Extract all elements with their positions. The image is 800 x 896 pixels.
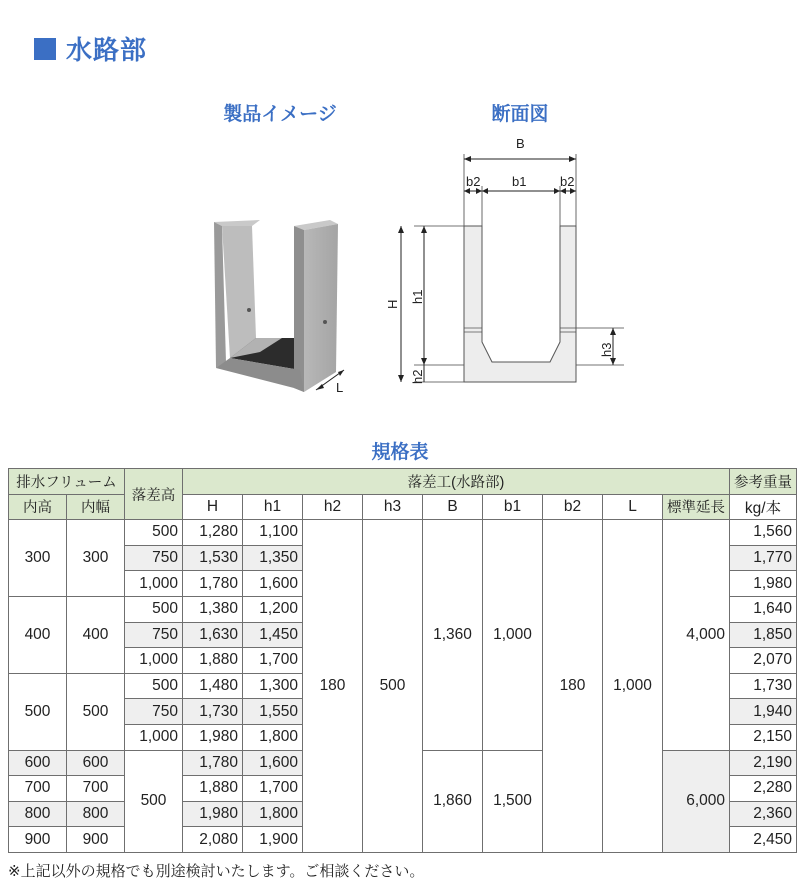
cell-weight: 1,730 [730, 673, 797, 699]
cell-inner-height: 600 [9, 750, 67, 776]
th-drop-height: 落差高 [125, 469, 183, 520]
cell-h1: 1,600 [243, 571, 303, 597]
cell-H: 1,630 [183, 622, 243, 648]
cell-drop: 750 [125, 545, 183, 571]
cell-std-length: 6,000 [663, 750, 730, 852]
cell-H: 1,780 [183, 571, 243, 597]
dim-label-h1: h1 [410, 289, 425, 304]
th-h1: h1 [243, 494, 303, 520]
cell-inner-height: 700 [9, 776, 67, 802]
th-inner-width: 内幅 [67, 494, 125, 520]
cell-weight: 1,770 [730, 545, 797, 571]
cell-h2: 180 [303, 520, 363, 853]
cell-weight: 1,940 [730, 699, 797, 725]
cell-H: 1,730 [183, 699, 243, 725]
cell-B: 1,860 [423, 750, 483, 852]
section-title-text: 水路部 [66, 36, 148, 66]
cell-drop: 1,000 [125, 724, 183, 750]
cell-drop: 500 [125, 750, 183, 852]
cell-weight: 2,280 [730, 776, 797, 802]
cell-H: 1,530 [183, 545, 243, 571]
cell-b1: 1,500 [483, 750, 543, 852]
cell-inner-width: 500 [67, 673, 125, 750]
cell-inner-height: 400 [9, 596, 67, 673]
cell-H: 1,280 [183, 520, 243, 546]
th-h3: h3 [363, 494, 423, 520]
square-bullet-icon [34, 38, 56, 60]
cell-inner-width: 800 [67, 801, 125, 827]
cell-inner-width: 300 [67, 520, 125, 597]
cell-h1: 1,900 [243, 827, 303, 853]
dim-label-h3: h3 [599, 342, 614, 357]
cross-section-caption: 断面図 [491, 103, 549, 125]
spec-table [8, 468, 797, 853]
cell-drop: 1,000 [125, 648, 183, 674]
dim-label-b2-right: b2 [560, 174, 575, 189]
cell-weight: 1,980 [730, 571, 797, 597]
dim-label-h2: h2 [410, 369, 425, 384]
cell-H: 1,780 [183, 750, 243, 776]
cell-H: 1,880 [183, 648, 243, 674]
cell-drop: 500 [125, 596, 183, 622]
cell-B: 1,360 [423, 520, 483, 750]
cell-std-length: 4,000 [663, 520, 730, 750]
cell-drop: 750 [125, 699, 183, 725]
cross-section-diagram [380, 130, 640, 395]
cell-h1: 1,100 [243, 520, 303, 546]
dim-label-B: B [516, 136, 525, 151]
cell-drop: 750 [125, 622, 183, 648]
th-H: H [183, 494, 243, 520]
cell-H: 1,480 [183, 673, 243, 699]
cell-inner-width: 700 [67, 776, 125, 802]
cell-H: 2,080 [183, 827, 243, 853]
cell-inner-height: 900 [9, 827, 67, 853]
cell-H: 1,980 [183, 801, 243, 827]
th-b1: b1 [483, 494, 543, 520]
dim-label-b1: b1 [512, 174, 527, 189]
dim-label-H: H [385, 299, 400, 309]
cell-b1: 1,000 [483, 520, 543, 750]
cell-H: 1,380 [183, 596, 243, 622]
cell-h1: 1,700 [243, 648, 303, 674]
th-B: B [423, 494, 483, 520]
section-title [34, 30, 147, 67]
cell-drop: 500 [125, 673, 183, 699]
cell-h1: 1,700 [243, 776, 303, 802]
cell-weight: 1,850 [730, 622, 797, 648]
cell-inner-height: 300 [9, 520, 67, 597]
cell-weight: 2,150 [730, 724, 797, 750]
cell-inner-width: 900 [67, 827, 125, 853]
th-drop-group: 落差工(水路部) [183, 469, 730, 495]
cell-H: 1,880 [183, 776, 243, 802]
cell-h3: 500 [363, 520, 423, 853]
cell-inner-width: 600 [67, 750, 125, 776]
th-inner-height: 内高 [9, 494, 67, 520]
th-b2: b2 [543, 494, 603, 520]
cell-h1: 1,450 [243, 622, 303, 648]
cell-weight: 1,560 [730, 520, 797, 546]
product-image [200, 210, 370, 400]
cell-h1: 1,600 [243, 750, 303, 776]
dim-label-b2-left: b2 [466, 174, 481, 189]
cell-inner-height: 500 [9, 673, 67, 750]
cell-weight: 2,070 [730, 648, 797, 674]
cell-drop: 500 [125, 520, 183, 546]
cell-L: 1,000 [603, 520, 663, 853]
cell-H: 1,980 [183, 724, 243, 750]
cell-b2: 180 [543, 520, 603, 853]
th-weight-unit: kg/本 [730, 494, 797, 520]
th-std-length: 標準延長 [663, 494, 730, 520]
dim-label-L: L [336, 380, 344, 395]
footnote: ※上記以外の規格でも別途検討いたします。ご相談ください。 [8, 862, 425, 880]
cell-weight: 2,360 [730, 801, 797, 827]
cell-drop: 1,000 [125, 571, 183, 597]
table-row [9, 520, 797, 546]
th-L: L [603, 494, 663, 520]
cell-h1: 1,800 [243, 724, 303, 750]
product-image-caption: 製品イメージ [223, 103, 337, 125]
th-ref-weight: 参考重量 [730, 469, 797, 495]
cell-h1: 1,350 [243, 545, 303, 571]
cell-weight: 1,640 [730, 596, 797, 622]
th-h2: h2 [303, 494, 363, 520]
th-flume-group: 排水フリューム [9, 469, 125, 495]
cell-h1: 1,200 [243, 596, 303, 622]
cell-inner-height: 800 [9, 801, 67, 827]
cell-weight: 2,190 [730, 750, 797, 776]
cell-h1: 1,550 [243, 699, 303, 725]
cell-h1: 1,800 [243, 801, 303, 827]
spec-table-caption: 規格表 [371, 441, 429, 463]
cell-weight: 2,450 [730, 827, 797, 853]
cell-h1: 1,300 [243, 673, 303, 699]
cell-inner-width: 400 [67, 596, 125, 673]
